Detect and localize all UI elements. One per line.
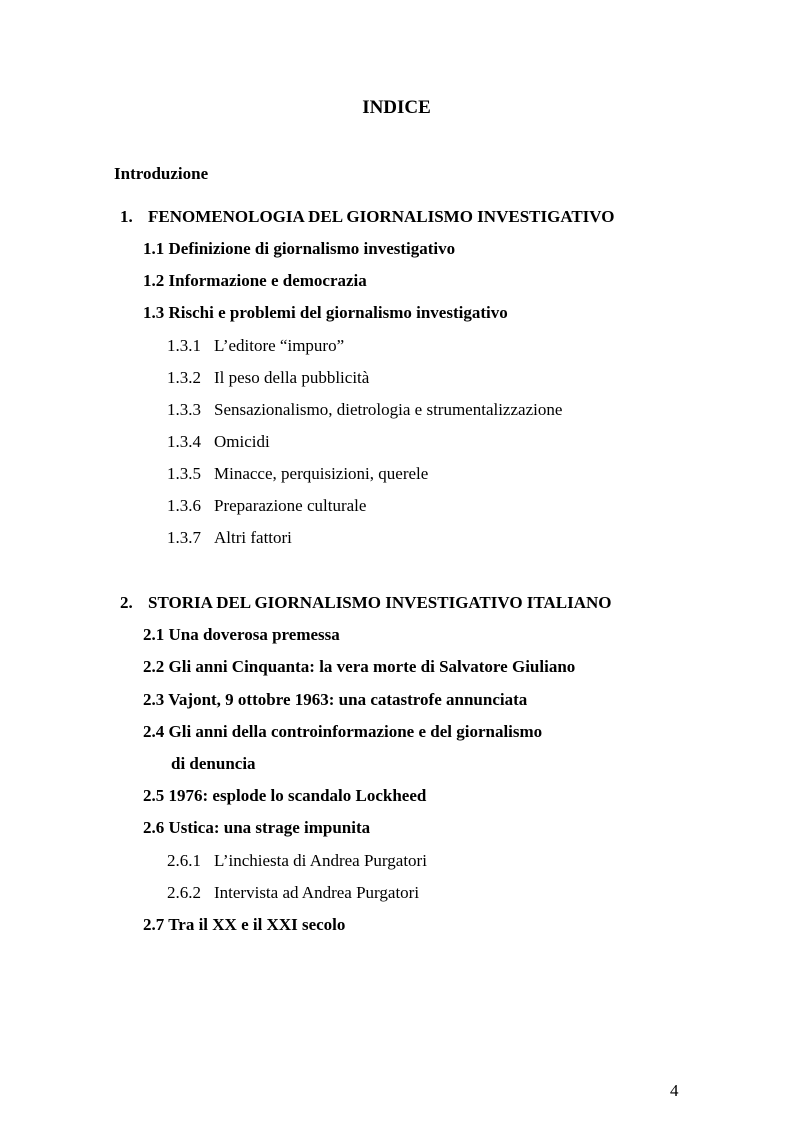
toc-subsection-1-3-4: 1.3.4 Omicidi [167, 432, 270, 451]
toc-subsection-1-3-2: 1.3.2 Il peso della pubblicità [167, 368, 370, 387]
toc-subsection-1-3-1: 1.3.1 L’editore “impuro” [167, 336, 345, 355]
chapter-2-title: STORIA DEL GIORNALISMO INVESTIGATIVO ITALIANO [148, 593, 612, 612]
chapter-2-number: 2. [120, 593, 133, 612]
toc-chapter-2 [120, 592, 612, 614]
toc-subsection-1-3-5: 1.3.5 Minacce, perquisizioni, querele [167, 464, 429, 483]
toc-section-1-2: 1.2 Informazione e democrazia [143, 271, 367, 290]
toc-introduction: Introduzione [114, 164, 209, 183]
toc-section-2-1: 2.1 Una doverosa premessa [143, 625, 340, 644]
toc-chapter-1 [120, 206, 614, 228]
toc-section-2-6: 2.6 Ustica: una strage impunita [143, 818, 371, 837]
chapter-1-number: 1. [120, 207, 133, 226]
toc-section-2-4-continued: di denuncia [171, 754, 256, 773]
toc-section-2-4: 2.4 Gli anni della controinformazione e del giornalismo [143, 722, 543, 741]
page-title: INDICE [362, 97, 431, 118]
toc-section-2-7: 2.7 Tra il XX e il XXI secolo [143, 915, 346, 934]
toc-section-2-5: 2.5 1976: esplode lo scandalo Lockheed [143, 786, 427, 805]
toc-subsection-2-6-2: 2.6.2 Intervista ad Andrea Purgatori [167, 883, 420, 902]
toc-section-2-3: 2.3 Vajont, 9 ottobre 1963: una catastrofe annunciata [143, 690, 528, 709]
toc-subsection-1-3-6: 1.3.6 Preparazione culturale [167, 496, 367, 515]
toc-section-1-1: 1.1 Definizione di giornalismo investigativo [143, 239, 456, 258]
toc-section-1-3: 1.3 Rischi e problemi del giornalismo investigativo [143, 303, 508, 322]
toc-subsection-2-6-1: 2.6.1 L’inchiesta di Andrea Purgatori [167, 851, 427, 870]
toc-section-2-2: 2.2 Gli anni Cinquanta: la vera morte di Salvatore Giuliano [143, 657, 576, 676]
toc-subsection-1-3-3: 1.3.3 Sensazionalismo, dietrologia e strumentalizzazione [167, 400, 563, 419]
chapter-1-title: FENOMENOLOGIA DEL GIORNALISMO INVESTIGATIVO [148, 207, 615, 226]
toc-subsection-1-3-7: 1.3.7 Altri fattori [167, 528, 292, 547]
page-number: 4 [670, 1081, 679, 1100]
